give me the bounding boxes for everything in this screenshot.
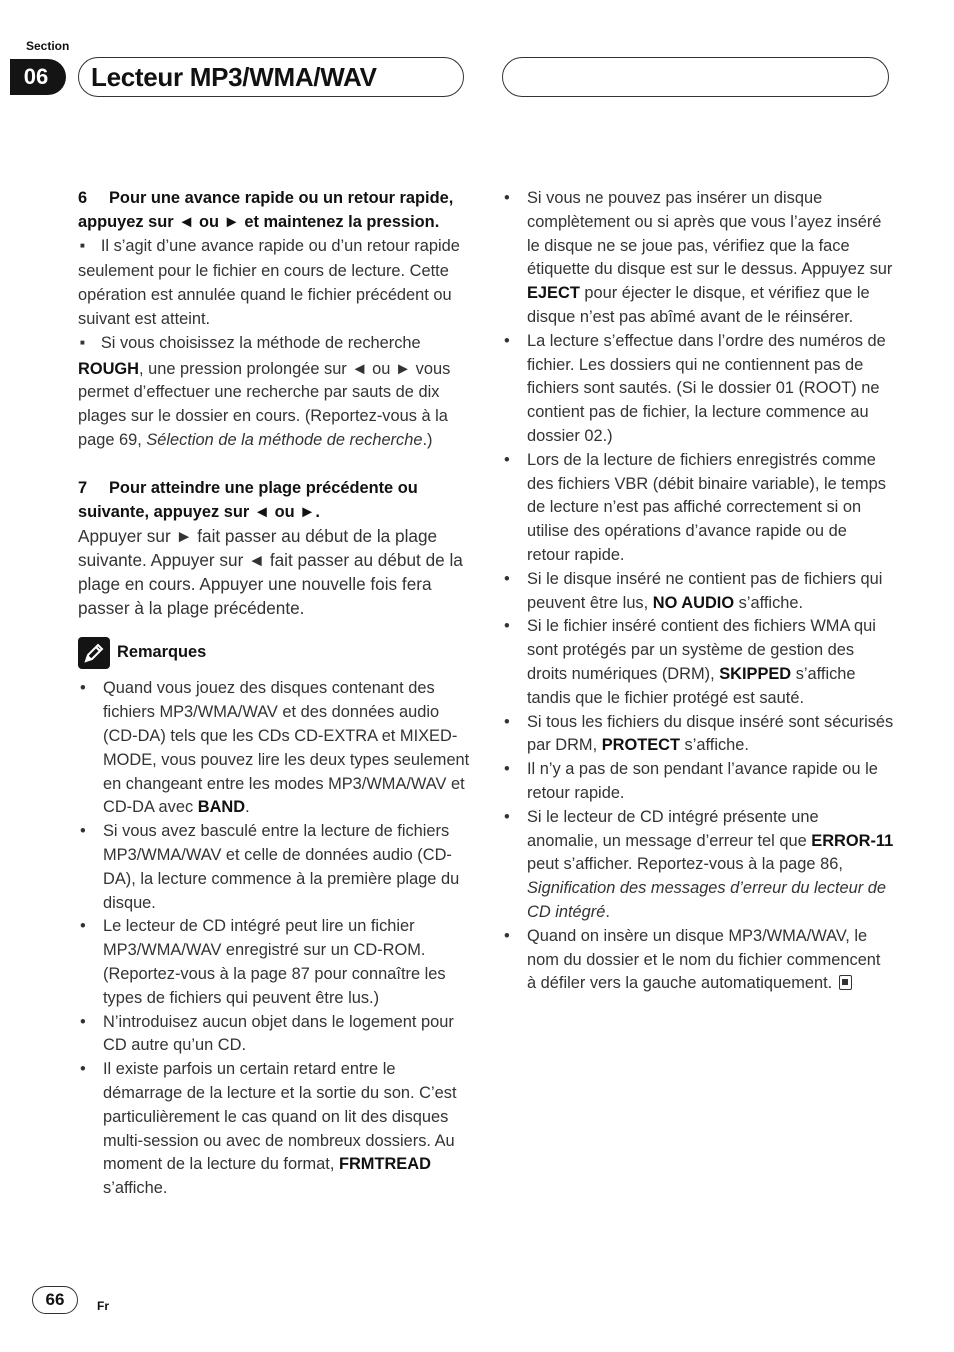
list-item bbox=[502, 806, 894, 925]
list-item-text: La lecture s’effectue dans l’ordre des numéros de fichier. Les dossiers qui ne contiennent pas de fichiers sont sautés. (Si le dossier 01 (ROOT) ne contient pas de fichier, la lecture commence au dossier 02.) bbox=[527, 331, 886, 445]
list-item bbox=[78, 677, 470, 820]
note-2-italic-ref: Sélection de la méthode de recherche bbox=[146, 430, 423, 449]
step-6-number: 6 bbox=[78, 189, 88, 207]
remarks-label: Remarques bbox=[117, 643, 207, 662]
list-item-text: Il n’y a pas de son pendant l’avance rapide ou le retour rapide. bbox=[527, 760, 878, 802]
list-item-bold: PROTECT bbox=[601, 736, 680, 755]
list-item bbox=[502, 330, 894, 449]
list-item bbox=[502, 615, 894, 710]
left-column bbox=[78, 187, 470, 1201]
note-2-text-b: , une pression prolongée sur ◄ ou ► vous permet d’effectuer une recherche par sauts de dix plages sur le dossier en cours. (Reportez-vous à la page 69, bbox=[78, 359, 451, 449]
remarks-heading bbox=[78, 637, 470, 669]
language-label: Fr bbox=[97, 1299, 109, 1313]
list-item-text: Si tous les fichiers du disque inséré sont sécurisés par DRM, bbox=[527, 712, 894, 755]
note-2-rough: ROUGH bbox=[78, 359, 140, 378]
list-item-text: . bbox=[605, 902, 610, 921]
right-column bbox=[502, 187, 894, 996]
list-item-text: Le lecteur de CD intégré peut lire un fichier MP3/WMA/WAV enregistré sur un CD-ROM. (Reportez-vous à la page 87 pour connaître les types de fichiers qui peuvent être lus.) bbox=[103, 917, 446, 1007]
list-item bbox=[502, 449, 894, 568]
list-item-bold: NO AUDIO bbox=[652, 593, 735, 612]
section-number-badge: 06 bbox=[10, 59, 66, 95]
list-item-bold: ERROR-11 bbox=[811, 831, 894, 850]
remarks-list bbox=[78, 677, 470, 1201]
list-item-italic: Signification des messages d’erreur du lecteur de CD intégré bbox=[527, 879, 886, 921]
list-item bbox=[78, 915, 470, 1010]
list-item-bold: BAND bbox=[197, 798, 246, 817]
list-item-text: . bbox=[245, 798, 250, 817]
list-item bbox=[502, 925, 894, 996]
list-item-text: Si le disque inséré ne contient pas de fichiers qui peuvent être lus, bbox=[527, 569, 883, 612]
list-item bbox=[78, 1058, 470, 1201]
list-item-text: N’introduisez aucun objet dans le logement pour CD autre qu’un CD. bbox=[103, 1012, 454, 1055]
list-item-text: s’affiche. bbox=[103, 1179, 168, 1198]
list-item bbox=[502, 568, 894, 616]
step-6-note-2 bbox=[78, 332, 470, 453]
list-item-text: Si le fichier inséré contient des fichiers WMA qui sont protégés par un système de gestion des droits numériques (DRM), bbox=[527, 617, 876, 683]
list-item-bold: FRMTREAD bbox=[338, 1155, 431, 1174]
note-2-text-c: .) bbox=[422, 430, 433, 449]
step-6 bbox=[78, 187, 470, 235]
list-item-text: Il existe parfois un certain retard entre le démarrage de la lecture et la sortie du son. C’est particulièrement le cas quand on lit des disques multi-session ou avec de nombreux dossiers. Au moment de la lecture du format, bbox=[103, 1060, 457, 1174]
step-7 bbox=[78, 477, 470, 525]
list-item-text: Quand on insère un disque MP3/WMA/WAV, le nom du dossier et le nom du fichier commencent à défiler vers la gauche automatiquement. bbox=[527, 926, 881, 993]
step-7-text: Pour atteindre une plage précédente ou suivante, appuyez sur ◄ ou ►. bbox=[78, 478, 418, 521]
note-2-text-a: Si vous choisissez la méthode de recherche bbox=[100, 333, 421, 352]
end-mark-icon bbox=[839, 975, 852, 990]
list-item bbox=[502, 711, 894, 759]
list-item-text: s’affiche tandis que le fichier protégé est sauté. bbox=[527, 664, 856, 707]
step-7-number: 7 bbox=[78, 478, 88, 497]
list-item-text: Si vous ne pouvez pas insérer un disque complètement ou si après que vous l’ayez inséré le disque ne se joue pas, vérifiez que la face étiquette du disque est sur le dessus. Appuyez sur bbox=[527, 189, 893, 279]
list-item-bold: SKIPPED bbox=[719, 664, 792, 683]
list-item-text: Quand vous jouez des disques contenant des fichiers MP3/WMA/WAV et des données audio (CD-DA) tels que les CDs CD-EXTRA et MIXED-MODE, vous pouvez lire les deux types seulement en changeant entre les modes MP3/WMA/WAV et CD-DA avec bbox=[103, 679, 470, 817]
step-7-body: Appuyer sur ► fait passer au début de la plage suivante. Appuyer sur ◄ fait passer au début de la plage en cours. Appuyer une nouvelle fois fera passer à la plage précédente. bbox=[78, 526, 463, 619]
step-6-note-1-text: Il s’agit d’une avance rapide ou d’un retour rapide seulement pour le fichier en cours de lecture. Cette opération est annulée quand le fichier précédent ou suivant est atteint. bbox=[78, 236, 460, 328]
list-item-text: peut s’afficher. Reportez-vous à la page 86, bbox=[527, 855, 843, 874]
notes-list bbox=[502, 187, 894, 996]
list-item-bold: EJECT bbox=[527, 284, 580, 303]
pencil-note-icon bbox=[78, 637, 110, 669]
page-number: 66 bbox=[32, 1286, 78, 1314]
list-item-text: s’affiche. bbox=[734, 593, 804, 612]
list-item-text: pour éjecter le disque, et vérifiez que le disque n’est pas abîmé avant de le réinsérer. bbox=[527, 284, 870, 326]
header-right-box bbox=[502, 57, 889, 97]
list-item bbox=[502, 187, 894, 330]
section-label: Section bbox=[26, 39, 70, 53]
step-6-note-1 bbox=[78, 235, 470, 332]
list-item bbox=[78, 820, 470, 915]
step-6-text: Pour une avance rapide ou un retour rapide, appuyez sur ◄ ou ► et maintenez la pression. bbox=[78, 189, 454, 231]
list-item-text: s’affiche. bbox=[680, 736, 749, 755]
list-item bbox=[502, 758, 894, 806]
list-item bbox=[78, 1011, 470, 1059]
list-item-text: Si le lecteur de CD intégré présente une anomalie, un message d’erreur tel que bbox=[527, 807, 819, 850]
list-item-text: Lors de la lecture de fichiers enregistrés comme des fichiers VBR (débit binaire variable), le temps de lecture n’est pas affiché correctement si on utilise des opérations d’avance rapide ou de retour rapide. bbox=[527, 450, 886, 564]
page-title: Lecteur MP3/WMA/WAV bbox=[78, 57, 464, 97]
list-item-text: Si vous avez basculé entre la lecture de fichiers MP3/WMA/WAV et celle de données audio (CD-DA), la lecture commence à la première plage du disque. bbox=[103, 822, 460, 912]
